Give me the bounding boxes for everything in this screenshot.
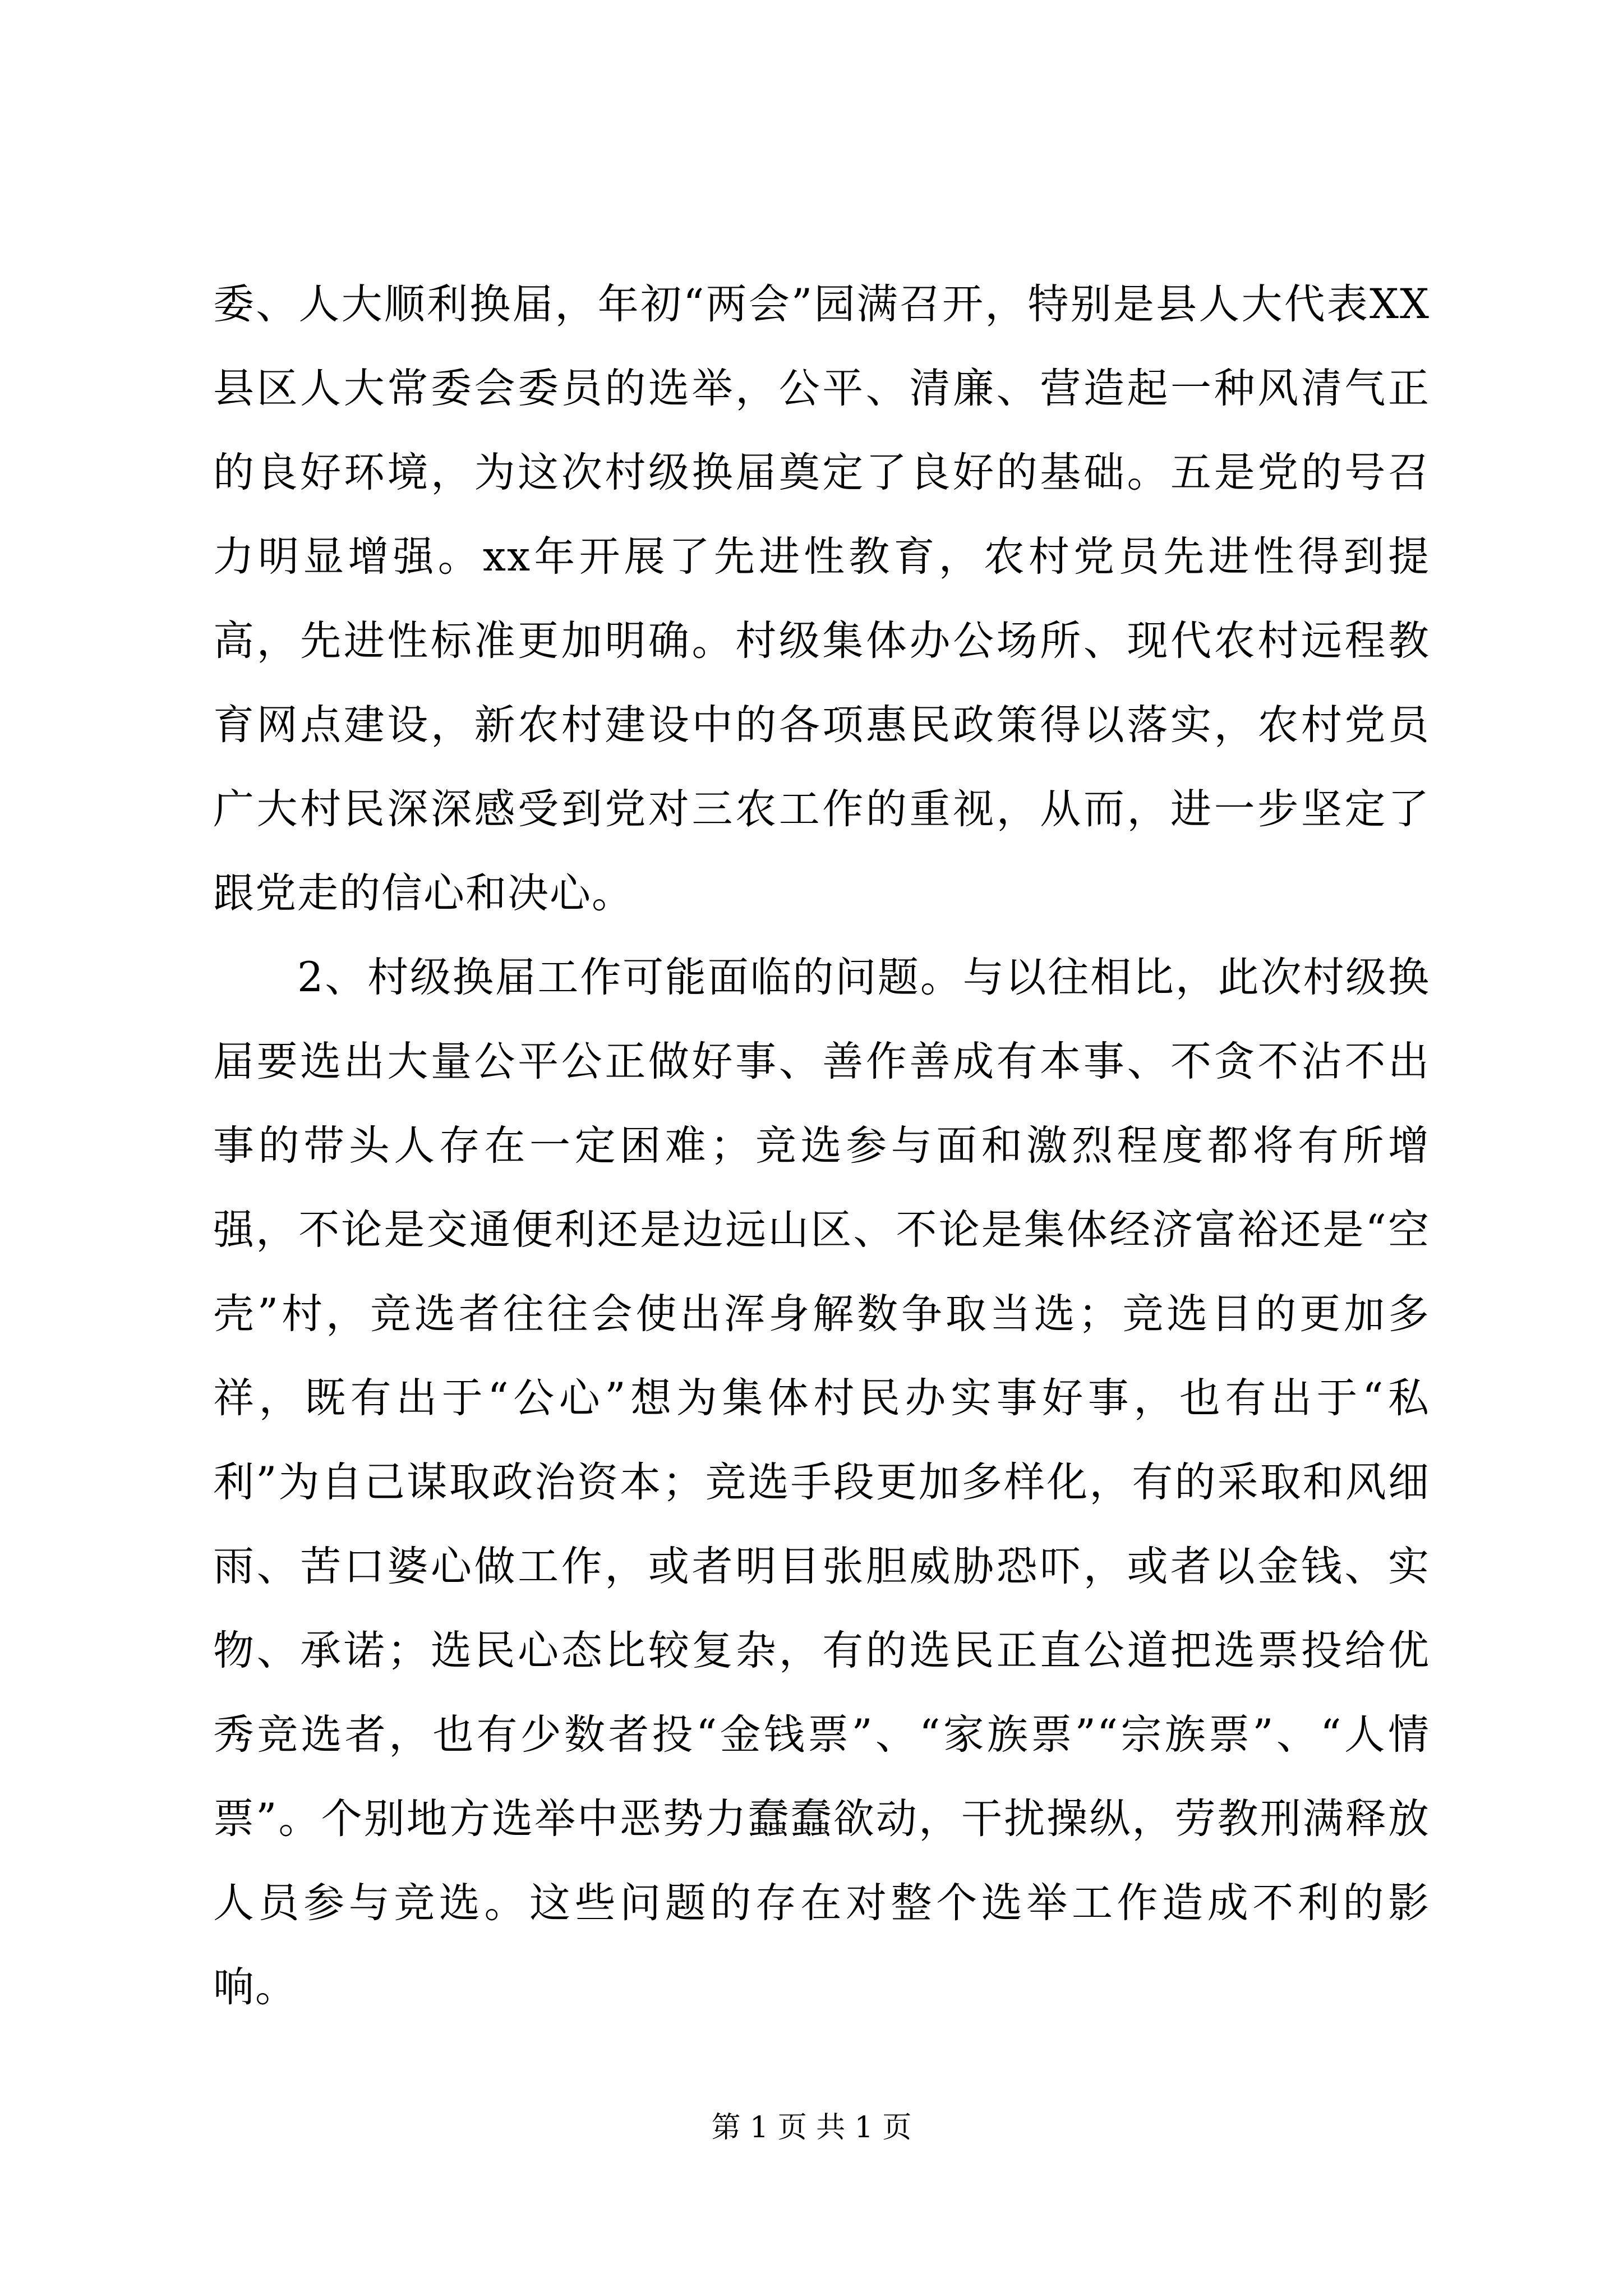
document-body xyxy=(213,263,1430,2030)
page-footer: 第 1 页 共 1 页 xyxy=(711,2111,912,2145)
paragraph-1: 委、人大顺利换届，年初“两会”园满召开，特别是县人大代表XX县区人大常委会委员的选举，公平、清廉、营造起一种风清气正的良好环境，为这次村级换届奠定了良好的基础。五是党的号召力明显增强。xx年开展了先进性教育，农村党员先进性得到提高，先进性标准更加明确。村级集体办公场所、现代农村远程教育网点建设，新农村建设中的各项惠民政策得以落实，农村党员广大村民深深感受到党对三农工作的重视，从而，进一步坚定了跟党走的信心和决心。 xyxy=(213,280,1430,917)
paragraph-2: 2、村级换届工作可能面临的问题。与以往相比，此次村级换届要选出大量公平公正做好事、善作善成有本事、不贪不沾不出事的带头人存在一定困难；竞选参与面和激烈程度都将有所增强，不论是交通便利还是边远山区、不论是集体经济富裕还是“空壳”村，竞选者往往会使出浑身解数争取当选；竞选目的更加多祥，既有出于“公心”想为集体村民办实事好事，也有出于“私利”为自己谋取政治资本；竞选手段更加多样化，有的采取和风细雨、苦口婆心做工作，或者明目张胆威胁恐吓，或者以金钱、实物、承诺；选民心态比较复杂，有的选民正直公道把选票投给优秀竞选者，也有少数者投“金钱票”、“家族票”“宗族票”、“人情票”。个别地方选举中恶势力蠢蠢欲动，干扰操纵，劳教刑满释放人员参与竞选。这些问题的存在对整个选举工作造成不利的影响。 xyxy=(213,954,1430,2011)
